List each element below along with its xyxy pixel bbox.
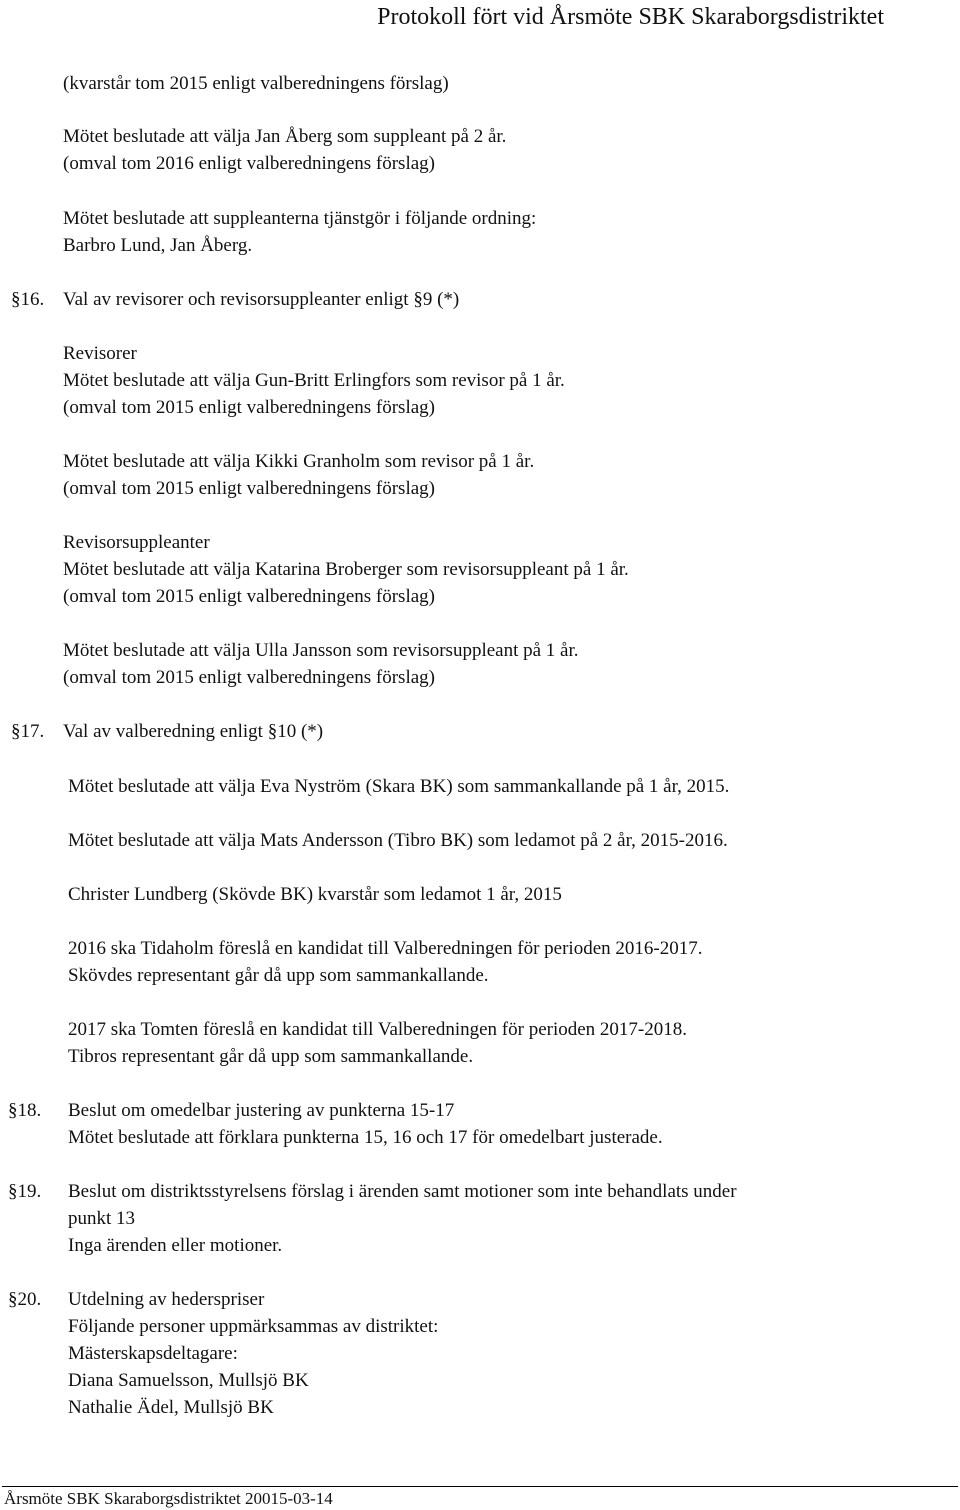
section-heading: Utdelning av hederspriser <box>68 1289 265 1310</box>
text-line: Inga ärenden eller motioner. <box>68 1235 283 1256</box>
text-line: (omval tom 2015 enligt valberedningens förslag) <box>63 478 435 499</box>
text-line: (omval tom 2015 enligt valberedningens förslag) <box>63 397 435 418</box>
text-line: (omval tom 2016 enligt valberedningens förslag) <box>63 153 435 174</box>
text-line: Diana Samuelsson, Mullsjö BK <box>68 1370 309 1391</box>
text-line: Christer Lundberg (Skövde BK) kvarstår som ledamot 1 år, 2015 <box>68 884 562 905</box>
text-line: 2017 ska Tomten föreslå en kandidat till Valberedningen för perioden 2017-2018. <box>68 1019 688 1040</box>
section-heading: Beslut om omedelbar justering av punkterna 15-17 <box>68 1100 455 1121</box>
text-line: Mötet beslutade att välja Katarina Broberger som revisorsuppleant på 1 år. <box>63 559 629 580</box>
section-number: §18. <box>8 1100 42 1121</box>
text-line: Tibros representant går då upp som sammankallande. <box>68 1046 474 1067</box>
text-line: Mötet beslutade att välja Jan Åberg som suppleant på 2 år. <box>63 126 507 147</box>
text-line: 2016 ska Tidaholm föreslå en kandidat till Valberedningen för perioden 2016-2017. <box>68 938 703 959</box>
text-line: Mästerskapsdeltagare: <box>68 1343 238 1364</box>
text-line: (omval tom 2015 enligt valberedningens förslag) <box>63 667 435 688</box>
section-number: §16. <box>11 289 45 310</box>
section-heading: Val av valberedning enligt §10 (*) <box>63 721 324 742</box>
section-heading: Beslut om distriktsstyrelsens förslag i ärenden samt motioner som inte behandlats under <box>68 1181 737 1202</box>
text-line: Mötet beslutade att välja Mats Andersson (Tibro BK) som ledamot på 2 år, 2015-2016. <box>68 830 728 851</box>
text-line: Barbro Lund, Jan Åberg. <box>63 235 253 256</box>
text-line: (omval tom 2015 enligt valberedningens förslag) <box>63 586 435 607</box>
section-heading: Val av revisorer och revisorsuppleanter enligt §9 (*) <box>63 289 460 310</box>
text-line: Mötet beslutade att välja Eva Nyström (Skara BK) som sammankallande på 1 år, 2015. <box>68 776 730 797</box>
page-footer: Årsmöte SBK Skaraborgsdistriktet 20015-03-14 <box>4 1489 333 1508</box>
text-line: Mötet beslutade att välja Gun-Britt Erlingfors som revisor på 1 år. <box>63 370 565 391</box>
text-line: Mötet beslutade att välja Ulla Jansson som revisorsuppleant på 1 år. <box>63 640 579 661</box>
text-line: (kvarstår tom 2015 enligt valberedningens förslag) <box>63 73 449 94</box>
text-line: Mötet beslutade att välja Kikki Granholm som revisor på 1 år. <box>63 451 535 472</box>
footer-divider <box>2 1486 958 1487</box>
subheading: Revisorer <box>63 343 137 364</box>
page-header-title: Protokoll fört vid Årsmöte SBK Skaraborgsdistriktet <box>377 4 884 30</box>
subheading: Revisorsuppleanter <box>63 532 210 553</box>
text-line: Skövdes representant går då upp som sammankallande. <box>68 965 489 986</box>
section-number: §20. <box>8 1289 42 1310</box>
text-line: Mötet beslutade att förklara punkterna 15, 16 och 17 för omedelbart justerade. <box>68 1127 663 1148</box>
section-number: §17. <box>11 721 45 742</box>
text-line: Följande personer uppmärksammas av distriktet: <box>68 1316 439 1337</box>
text-line: punkt 13 <box>68 1208 136 1229</box>
text-line: Mötet beslutade att suppleanterna tjänstgör i följande ordning: <box>63 208 537 229</box>
text-line: Nathalie Ädel, Mullsjö BK <box>68 1397 274 1418</box>
section-number: §19. <box>8 1181 42 1202</box>
